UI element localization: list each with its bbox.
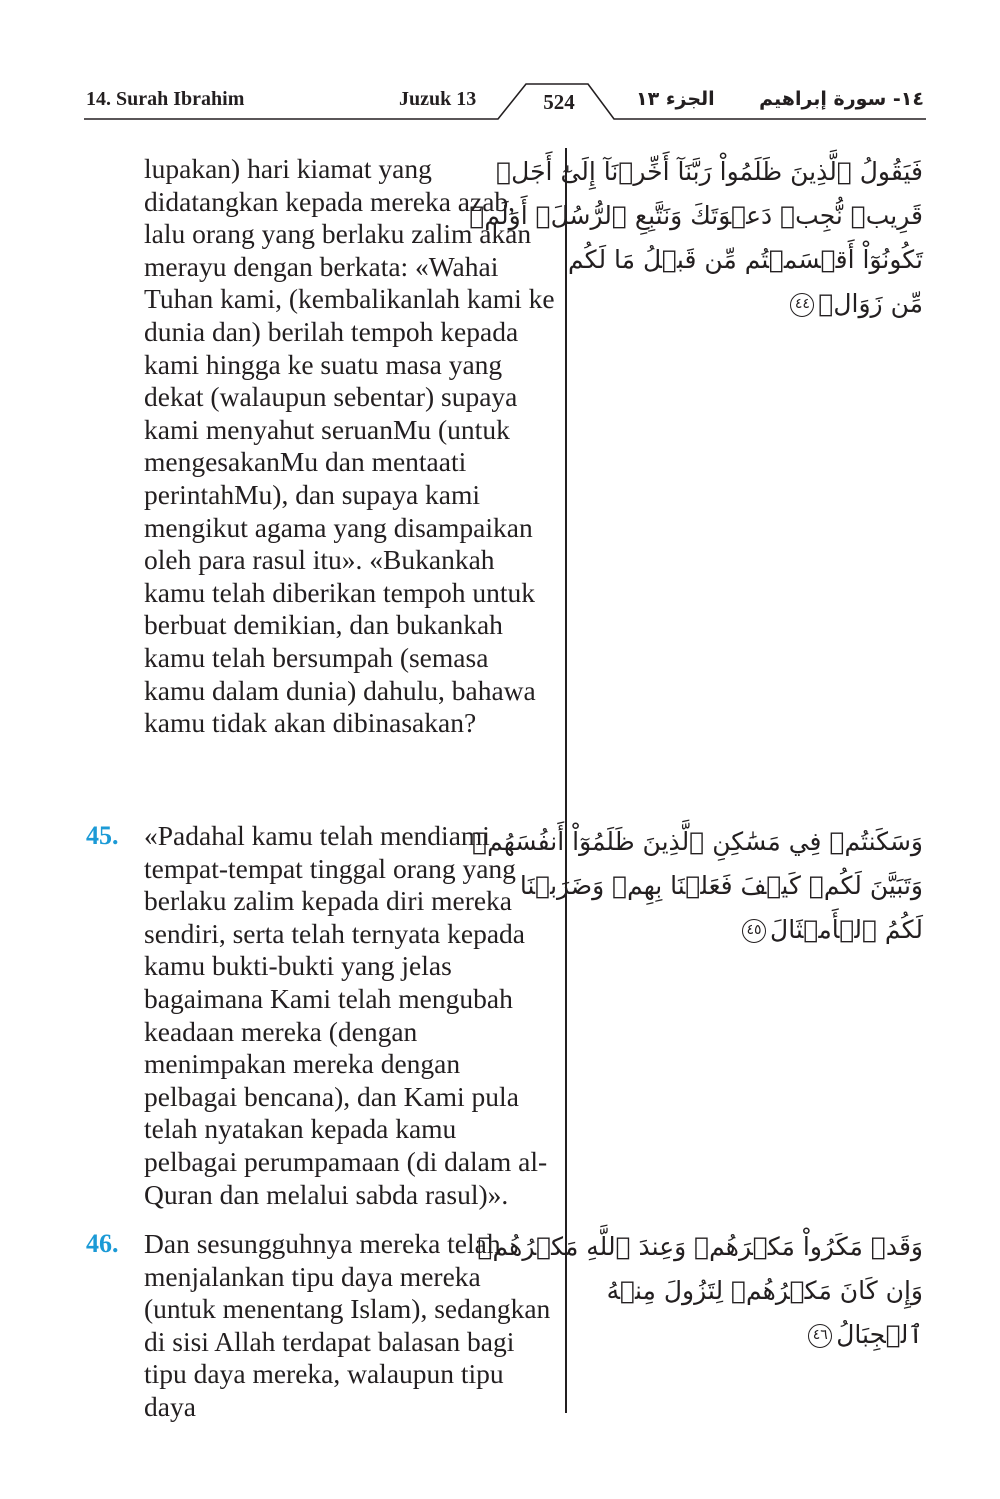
arabic-line: فَيَقُولُ ٱلَّذِينَ ظَلَمُواْ رَبَّنَآ أَخِّرۡنَآ إِلَىٰٓ أَجَلٖ (496, 157, 923, 186)
verse-44-translation: lupakan) hari kiamat yang didatangkan kepada mereka azab, lalu orang yang berlaku zalim akan merayu dengan berkata: «Wahai Tuhan kami, (kembalikanlah kami ke dunia dan) berilah tempoh kepada kami hingga ke suatu masa yang dekat (walaupun sebentar) supaya kami menyahut seruanMu (untuk mengesakanMu dan mentaati perintahMu), dan supaya kami mengikut agama yang disampaikan oleh para rasul itu». «Bukankah kamu telah diberikan tempoh untuk berbuat demikian, dan bukankah kamu telah bersumpah (semasa kamu dalam dunia) dahulu, bahawa kamu tidak akan dibinasakan? (144, 153, 555, 739)
arabic-line: ٱلۡجِبَالُ (836, 1320, 923, 1349)
verse-46-arabic (477, 1225, 923, 1357)
verse-45-translation: «Padahal kamu telah mendiami tempat-tempat tinggal orang yang berlaku zalim kepada diri mereka sendiri, serta telah ternyata kepada kamu bukti-bukti yang jelas bagaimana Kami telah mengubah keadaan mereka (dengan menimpakan mereka dengan pelbagai bencana), dan Kami pula telah nyatakan kepada kamu pelbagai perumpamaan (di dalam al-Quran dan melalui sabda rasul)». (144, 820, 548, 1210)
arabic-line: مِّن زَوَالٖ (818, 289, 923, 318)
arabic-line: وَقَدۡ مَكَرُواْ مَكۡرَهُمۡ وَعِندَ ٱللَّهِ مَكۡرُهُمۡ (477, 1232, 923, 1261)
arabic-line: قَرِيبٖ نُّجِبۡ دَعۡوَتَكَ وَنَتَّبِعِ ٱلرُّسُلَۗ أَوَلَمۡ (469, 201, 923, 230)
header-surah-title: 14. Surah Ibrahim (86, 88, 245, 110)
arabic-line: تَكُونُوٓاْ أَقۡسَمۡتُم مِّن قَبۡلُ مَا لَكُم (568, 245, 923, 274)
verse-number: 46. (86, 1229, 119, 1258)
ayah-end-marker: ٤٥ (742, 919, 766, 943)
header-juz-arabic: الجزء ١٣ (636, 88, 715, 110)
ayah-end-marker: ٤٤ (790, 293, 814, 317)
header-surah-arabic: ١٤- سورة إبراهيم (759, 88, 924, 110)
ayah-end-marker: ٤٦ (808, 1324, 832, 1348)
verse-45-arabic (472, 820, 923, 952)
verse-44-arabic (469, 150, 923, 326)
column-divider (565, 148, 567, 1413)
verse-number: 45. (86, 821, 119, 850)
verse-46-translation: Dan sesungguhnya mereka telah menjalankan tipu daya mereka (untuk menentang Islam), sedangkan di sisi Allah terdapat balasan bagi tipu daya mereka, walaupun tipu daya (144, 1228, 551, 1422)
page-number: 524 (543, 90, 575, 114)
header-juz-label: Juzuk 13 (399, 88, 477, 110)
arabic-line: وَسَكَنتُمۡ فِي مَسَٰكِنِ ٱلَّذِينَ ظَلَمُوٓاْ أَنفُسَهُمۡ (472, 827, 923, 856)
arabic-line: وَتَبَيَّنَ لَكُمۡ كَيۡفَ فَعَلۡنَا بِهِمۡ وَضَرَبۡنَا (519, 871, 923, 900)
arabic-line: وَإِن كَانَ مَكۡرُهُمۡ لِتَزُولَ مِنۡهُ (606, 1276, 923, 1305)
arabic-line: لَكُمُ ٱلۡأَمۡثَالَ (770, 915, 923, 944)
